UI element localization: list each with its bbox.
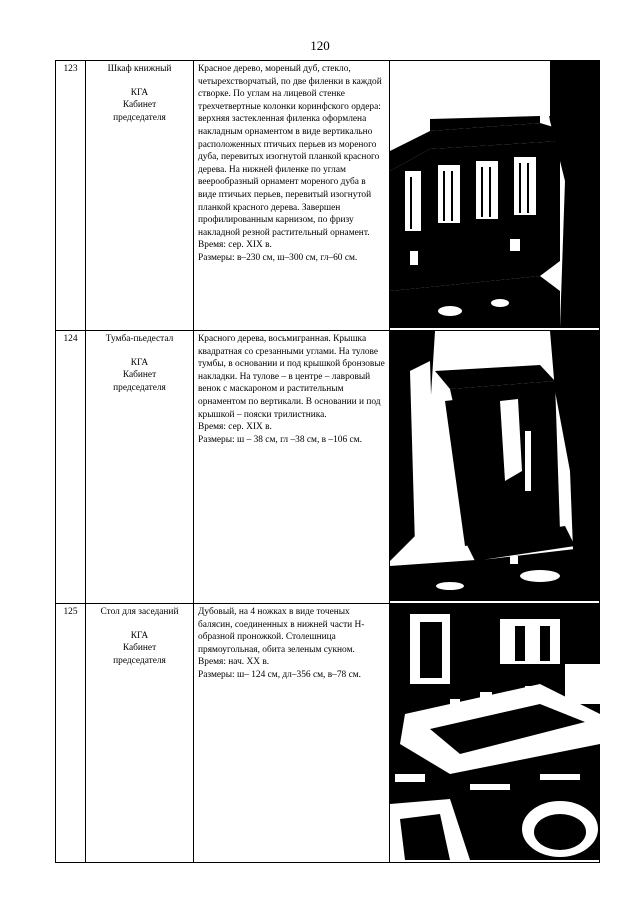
item-location	[89, 87, 190, 125]
catalog-table	[55, 60, 600, 863]
location-line: КГА	[130, 630, 149, 641]
item-name-cell	[86, 331, 194, 604]
item-number: 125	[56, 604, 86, 863]
item-name: Стол для заседаний	[100, 607, 179, 617]
item-name: Шкаф книжный	[107, 64, 172, 74]
item-name-cell	[86, 61, 194, 331]
item-description: Красного дерева, восьмигранная. Крышка квадратная со срезанными углами. На тулове тумбы, в основании и под крышкой бронзовые накладки. На тулове – в центре – лавровый венок с маскароном и растительным орнаментом по вертикали. В основании и под крышкой – пояски трилистника.	[198, 334, 385, 420]
location-line: Кабинет	[122, 643, 157, 654]
item-description-cell	[194, 604, 390, 863]
item-location	[89, 630, 190, 668]
item-time: Время: сер. XIX в.	[198, 422, 272, 433]
table-row	[56, 331, 600, 604]
item-photo-cell	[390, 61, 600, 331]
item-location	[89, 357, 190, 395]
location-line: Кабинет	[122, 370, 157, 381]
item-number: 124	[56, 331, 86, 604]
item-sizes: Размеры: ш– 124 см, дл–356 см, в–78 см.	[198, 669, 362, 680]
item-photo-cell	[390, 604, 600, 863]
table-row	[56, 61, 600, 331]
page-number: 120	[310, 38, 330, 53]
table-photo	[390, 604, 600, 860]
item-time: Время: нач. XX в.	[198, 657, 270, 668]
item-description-cell	[194, 331, 390, 604]
item-time: Время: сер. XIX в.	[198, 240, 272, 251]
pedestal-photo	[390, 331, 600, 601]
item-sizes: Размеры: ш – 38 см, гл –38 см, в –106 см.	[198, 434, 362, 445]
bookcase-photo	[390, 61, 600, 328]
location-line: председателя	[113, 382, 166, 393]
item-sizes: Размеры: в–230 см, ш–300 см, гл–60 см.	[198, 252, 358, 263]
location-line: КГА	[130, 87, 149, 98]
table-row	[56, 604, 600, 863]
item-description: Красное дерево, мореный дуб, стекло, четырехстворчатый, по две филенки в каждой створке. По углам на лицевой стенке трехчетвертные колонки коринфского ордера: верхняя застекленная филенка оформлена накладным орнаментом в виде вертикально расположенных птичьих перьев из мореного дуба, перевитых изогнутой планкой красного дерева. На нижней филенке по углам веерообразный орнамент мореного дуба в виде птичьих перьев, перевитый изогнутой планкой красного дерева. Завершен профилированным карнизом, по фризу накладной резной растительный орнамент.	[198, 64, 382, 238]
item-description: Дубовый, на 4 ножках в виде точеных балясин, соединенных в нижней части Н-образной проножкой. Столешница прямоугольная, обита зеленым сукном.	[198, 607, 365, 655]
item-number: 123	[56, 61, 86, 331]
location-line: Кабинет	[122, 100, 157, 111]
location-line: КГА	[130, 357, 149, 368]
location-line: председателя	[113, 655, 166, 666]
item-name-cell	[86, 604, 194, 863]
item-name: Тумба-пьедестал	[105, 334, 174, 344]
location-line: председателя	[113, 112, 166, 123]
item-description-cell	[194, 61, 390, 331]
item-photo-cell	[390, 331, 600, 604]
